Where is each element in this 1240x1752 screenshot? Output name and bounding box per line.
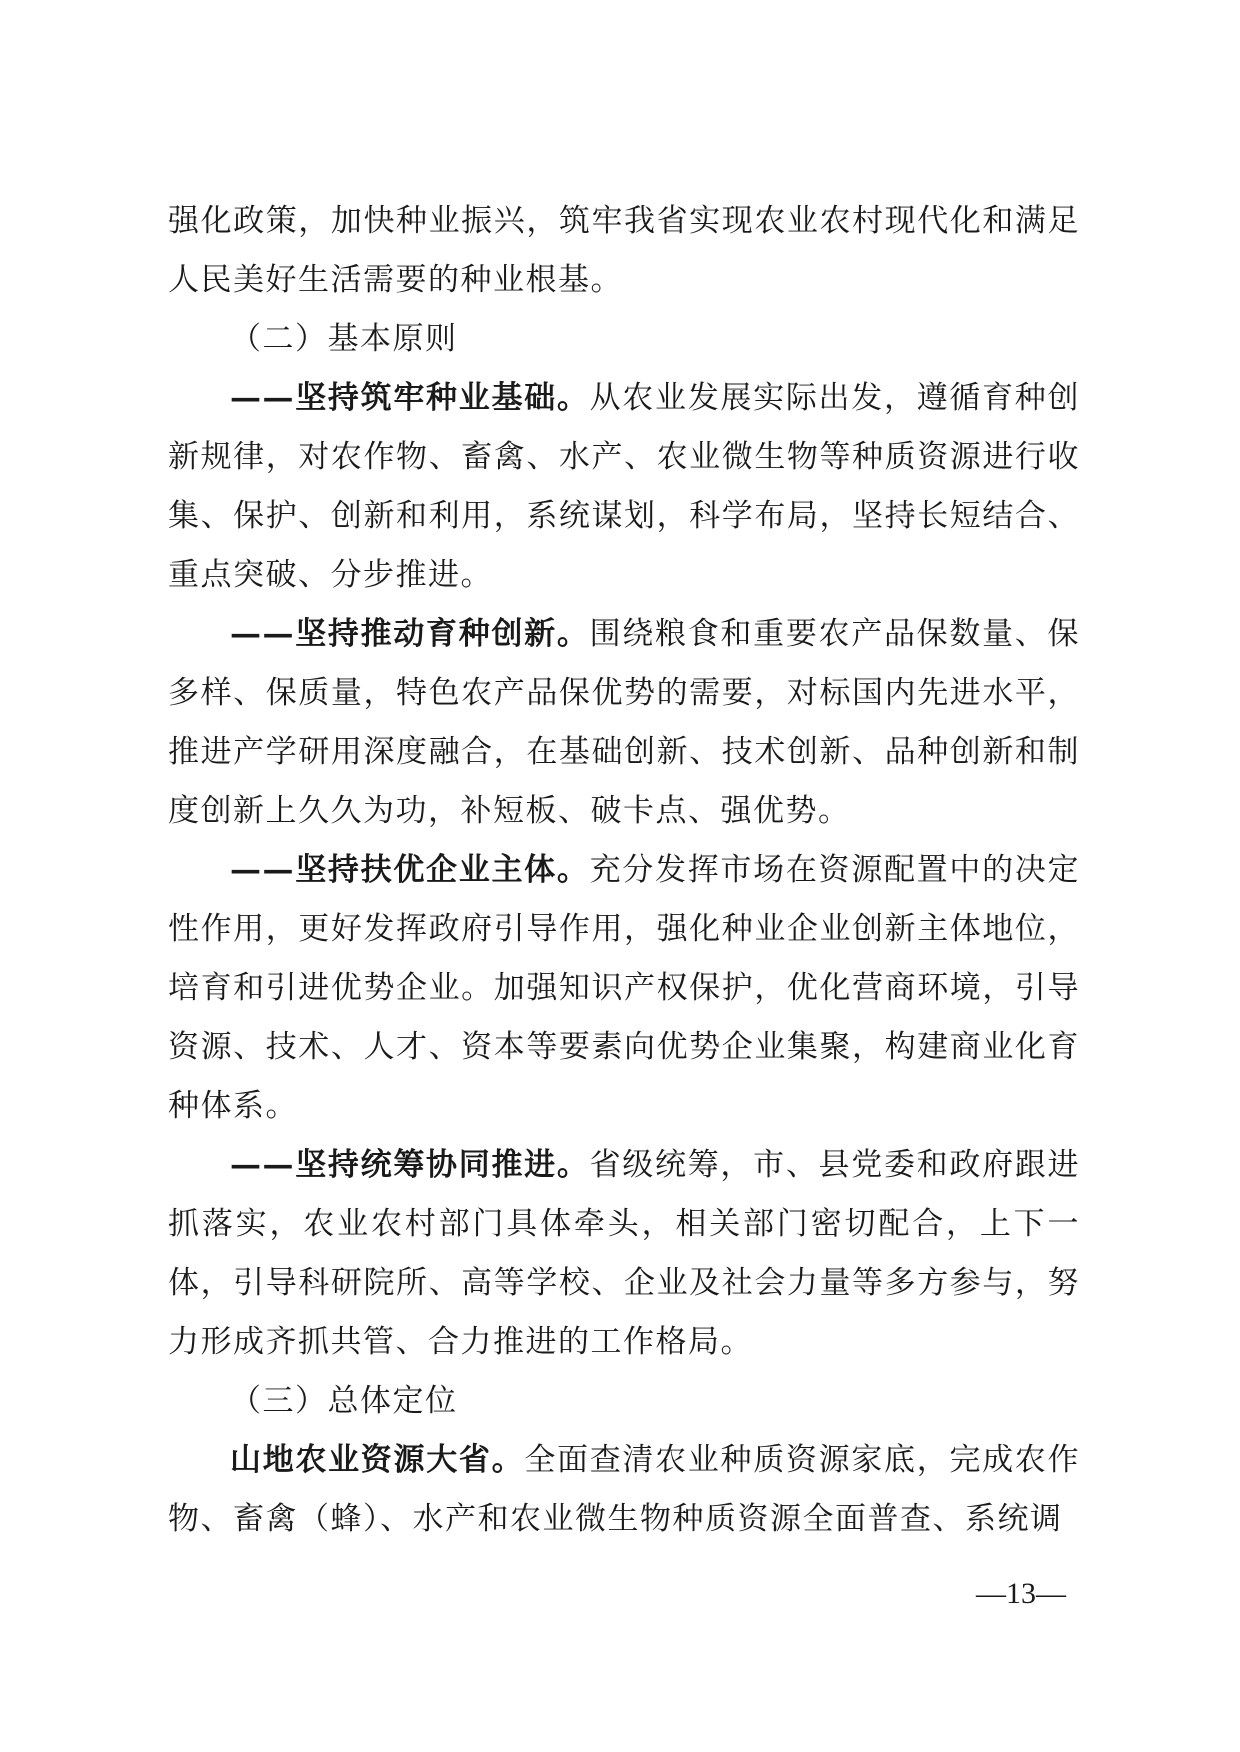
positioning-title: 山地农业资源大省。 — [230, 1442, 525, 1478]
paragraph-text: 全面查清农业种质资源家底，完成农作物、畜禽（蜂）、水产和农业微生物种质资源全面普查、系统调 — [168, 1442, 1081, 1537]
paragraph-text: 围绕粮食和重要农产品保数量、保多样、保质量，特色农产品保优势的需要，对标国内先进水平，推进产学研用深度融合，在基础创新、技术创新、品种创新和制度创新上久久为功，补短板、破卡点、强优势。 — [168, 616, 1081, 829]
paragraph-intro-continuation — [168, 192, 1080, 310]
paragraph-principle-enterprise — [168, 841, 1080, 1136]
paragraph-text: 充分发挥市场在资源配置中的决定性作用，更好发挥政府引导作用，强化种业企业创新主体地位，培育和引进优势企业。加强知识产权保护，优化营商环境，引导资源、技术、人才、资本等要素向优势企业集聚，构建商业化育种体系。 — [168, 852, 1081, 1124]
paragraph-positioning-resources — [168, 1431, 1080, 1549]
principle-title: ——坚持筑牢种业基础。 — [230, 380, 590, 416]
paragraph-principle-innovation — [168, 605, 1080, 841]
page-number: —13— — [976, 1577, 1066, 1610]
principle-title: ——坚持推动育种创新。 — [230, 616, 590, 652]
paragraph-text: 从农业发展实际出发，遵循育种创新规律，对农作物、畜禽、水产、农业微生物等种质资源进行收集、保护、创新和利用，系统谋划，科学布局，坚持长短结合、重点突破、分步推进。 — [168, 380, 1081, 593]
principle-title: ——坚持扶优企业主体。 — [230, 852, 590, 888]
section-heading-overall-positioning: （三）总体定位 — [230, 1383, 458, 1419]
principle-title: ——坚持统筹协同推进。 — [230, 1147, 590, 1183]
paragraph-principle-foundation — [168, 369, 1080, 605]
paragraph-principle-coordination — [168, 1136, 1080, 1372]
document-body — [168, 192, 1080, 1549]
paragraph-text: 强化政策，加快种业振兴，筑牢我省实现农业农村现代化和满足人民美好生活需要的种业根基。 — [168, 203, 1080, 298]
paragraph-text: 省级统筹，市、县党委和政府跟进抓落实，农业农村部门具体牵头，相关部门密切配合，上下一体，引导科研院所、高等学校、企业及社会力量等多方参与，努力形成齐抓共管、合力推进的工作格局。 — [168, 1147, 1081, 1360]
section-heading-basic-principles: （二）基本原则 — [230, 321, 458, 357]
